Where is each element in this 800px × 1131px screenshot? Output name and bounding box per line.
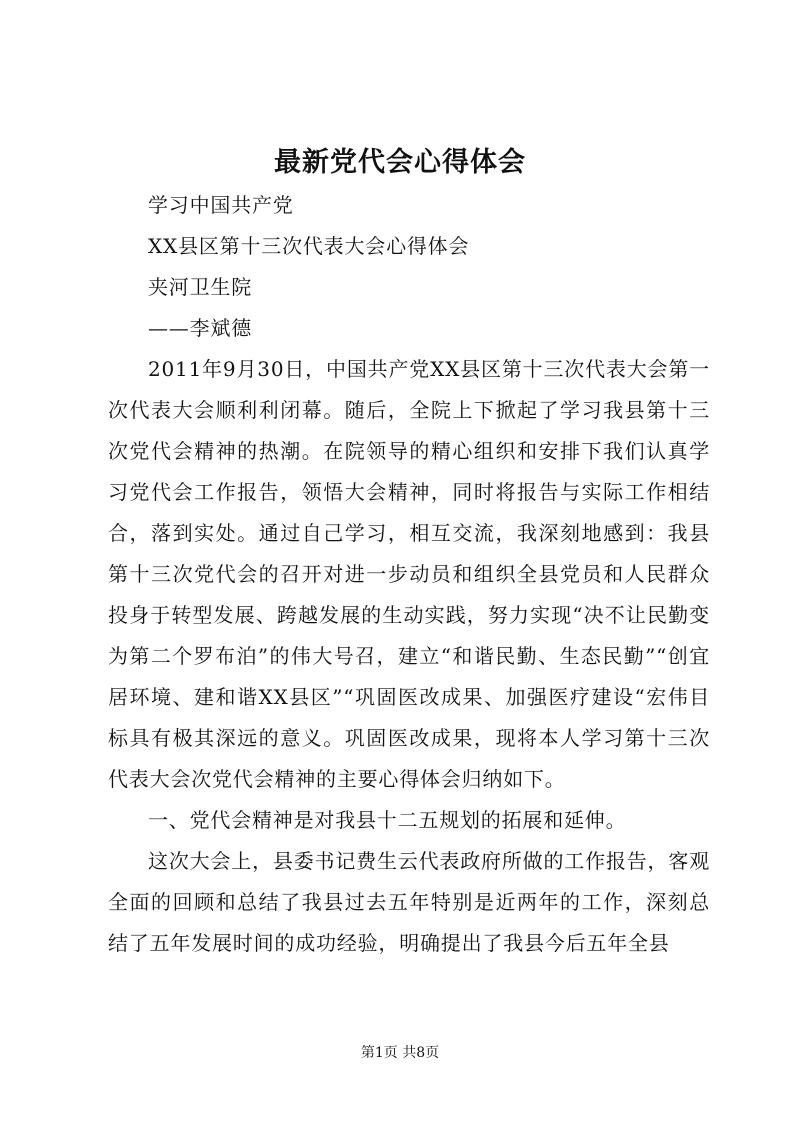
document-title: 最新党代会心得体会 — [274, 147, 526, 178]
document-body — [108, 185, 710, 964]
page-number-footer: 第1页 共8页 — [360, 1045, 440, 1061]
paragraph-heading-line-1: 学习中国共产党 — [148, 193, 294, 217]
paragraph-heading-line-2: XX县区第十三次代表大会心得体会 — [148, 234, 470, 258]
paragraph-author: ——李斌德 — [148, 316, 252, 340]
paragraph-intro: 2011年9月30日，中国共产党XX县区第十三次代表大会第一次代表大会顺利利闭幕。随后，全院上下掀起了学习我县第十三次党代会精神的热潮。在院领导的精心组织和安排下我们认真学习党代会工作报告，领悟大会精神，同时将报告与实际工作相结合，落到实处。通过自己学习，相互交流，我深刻地感到：我县第十三次党代会的召开对进一步动员和组织全县党员和人民群众投身于转型发展、跨越发展的生动实践，努力实现“决不让民勤变为第二个罗布泊”的伟大号召，建立“和谐民勤、生态民勤”“创宜居环境、建和谐XX县区”“巩固医改成果、加强医疗建设“宏伟目标具有极其深远的意义。巩固医改成果，现将本人学习第十三次代表大会次党代会精神的主要心得体会归纳如下。 — [108, 357, 710, 791]
paragraph-section-heading-1: 一、党代会精神是对我县十二五规划的拓展和延伸。 — [148, 808, 627, 832]
paragraph-organization: 夹河卫生院 — [148, 275, 252, 299]
paragraph-section-body-1: 这次大会上，县委书记费生云代表政府所做的工作报告，客观全面的回顾和总结了我县过去五年特别是近两年的工作，深刻总结了五年发展时间的成功经验，明确提出了我县今后五年全县 — [108, 849, 710, 955]
